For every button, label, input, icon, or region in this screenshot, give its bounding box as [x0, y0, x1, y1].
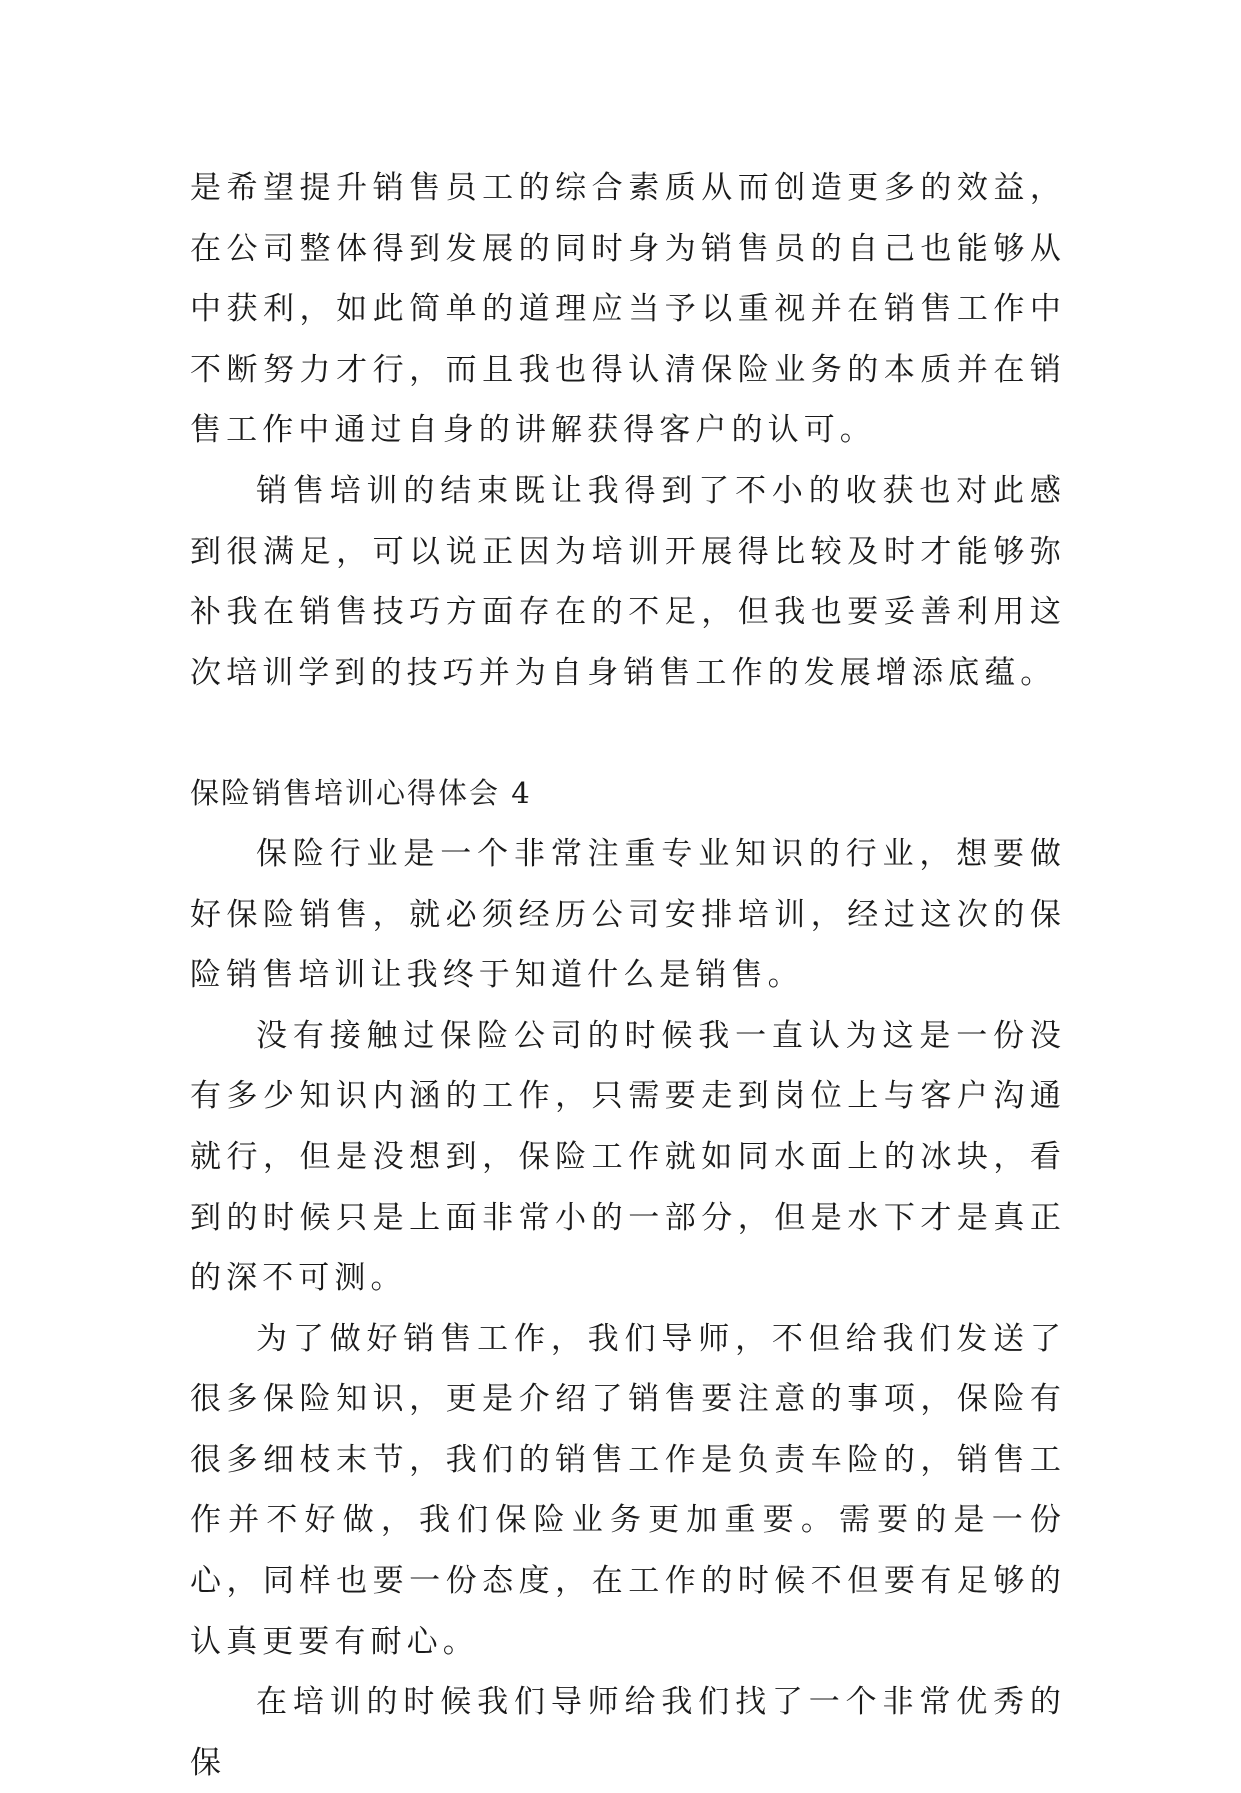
paragraph: 保险行业是一个非常注重专业知识的行业，想要做好保险销售，就必须经历公司安排培训，经过这次的保险销售培训让我终于知道什么是销售。	[190, 835, 1066, 994]
paragraph: 没有接触过保险公司的时候我一直认为这是一份没有多少知识内涵的工作，只需要走到岗位上与客户沟通就行，但是没想到，保险工作就如同水面上的冰块，看到的时候只是上面非常小的一部分，但是水下才是真正的深不可测。	[190, 1017, 1066, 1297]
paragraph: 销售培训的结束既让我得到了不小的收获也对此感到很满足，可以说正因为培训开展得比较及时才能够弥补我在销售技巧方面存在的不足，但我也要妥善利用这次培训学到的技巧并为自身销售工作的发展增添底蕴。	[190, 472, 1066, 691]
paragraph-continuation: 是希望提升销售员工的综合素质从而创造更多的效益，在公司整体得到发展的同时身为销售员的自己也能够从中获利，如此简单的道理应当予以重视并在销售工作中不断努力才行，而且我也得认清保险业务的本质并在销售工作中通过自身的讲解获得客户的认可。	[190, 170, 1066, 449]
document-body	[190, 158, 1066, 1793]
section-heading: 保险销售培训心得体会 4	[190, 776, 532, 811]
paragraph: 在培训的时候我们导师给我们找了一个非常优秀的保	[190, 1684, 1066, 1781]
paragraph: 为了做好销售工作，我们导师，不但给我们发送了很多保险知识，更是介绍了销售要注意的事项，保险有很多细枝末节，我们的销售工作是负责车险的，销售工作并不好做，我们保险业务更加重要。需要的是一份心，同样也要一份态度，在工作的时候不但要有足够的认真更要有耐心。	[190, 1320, 1066, 1660]
